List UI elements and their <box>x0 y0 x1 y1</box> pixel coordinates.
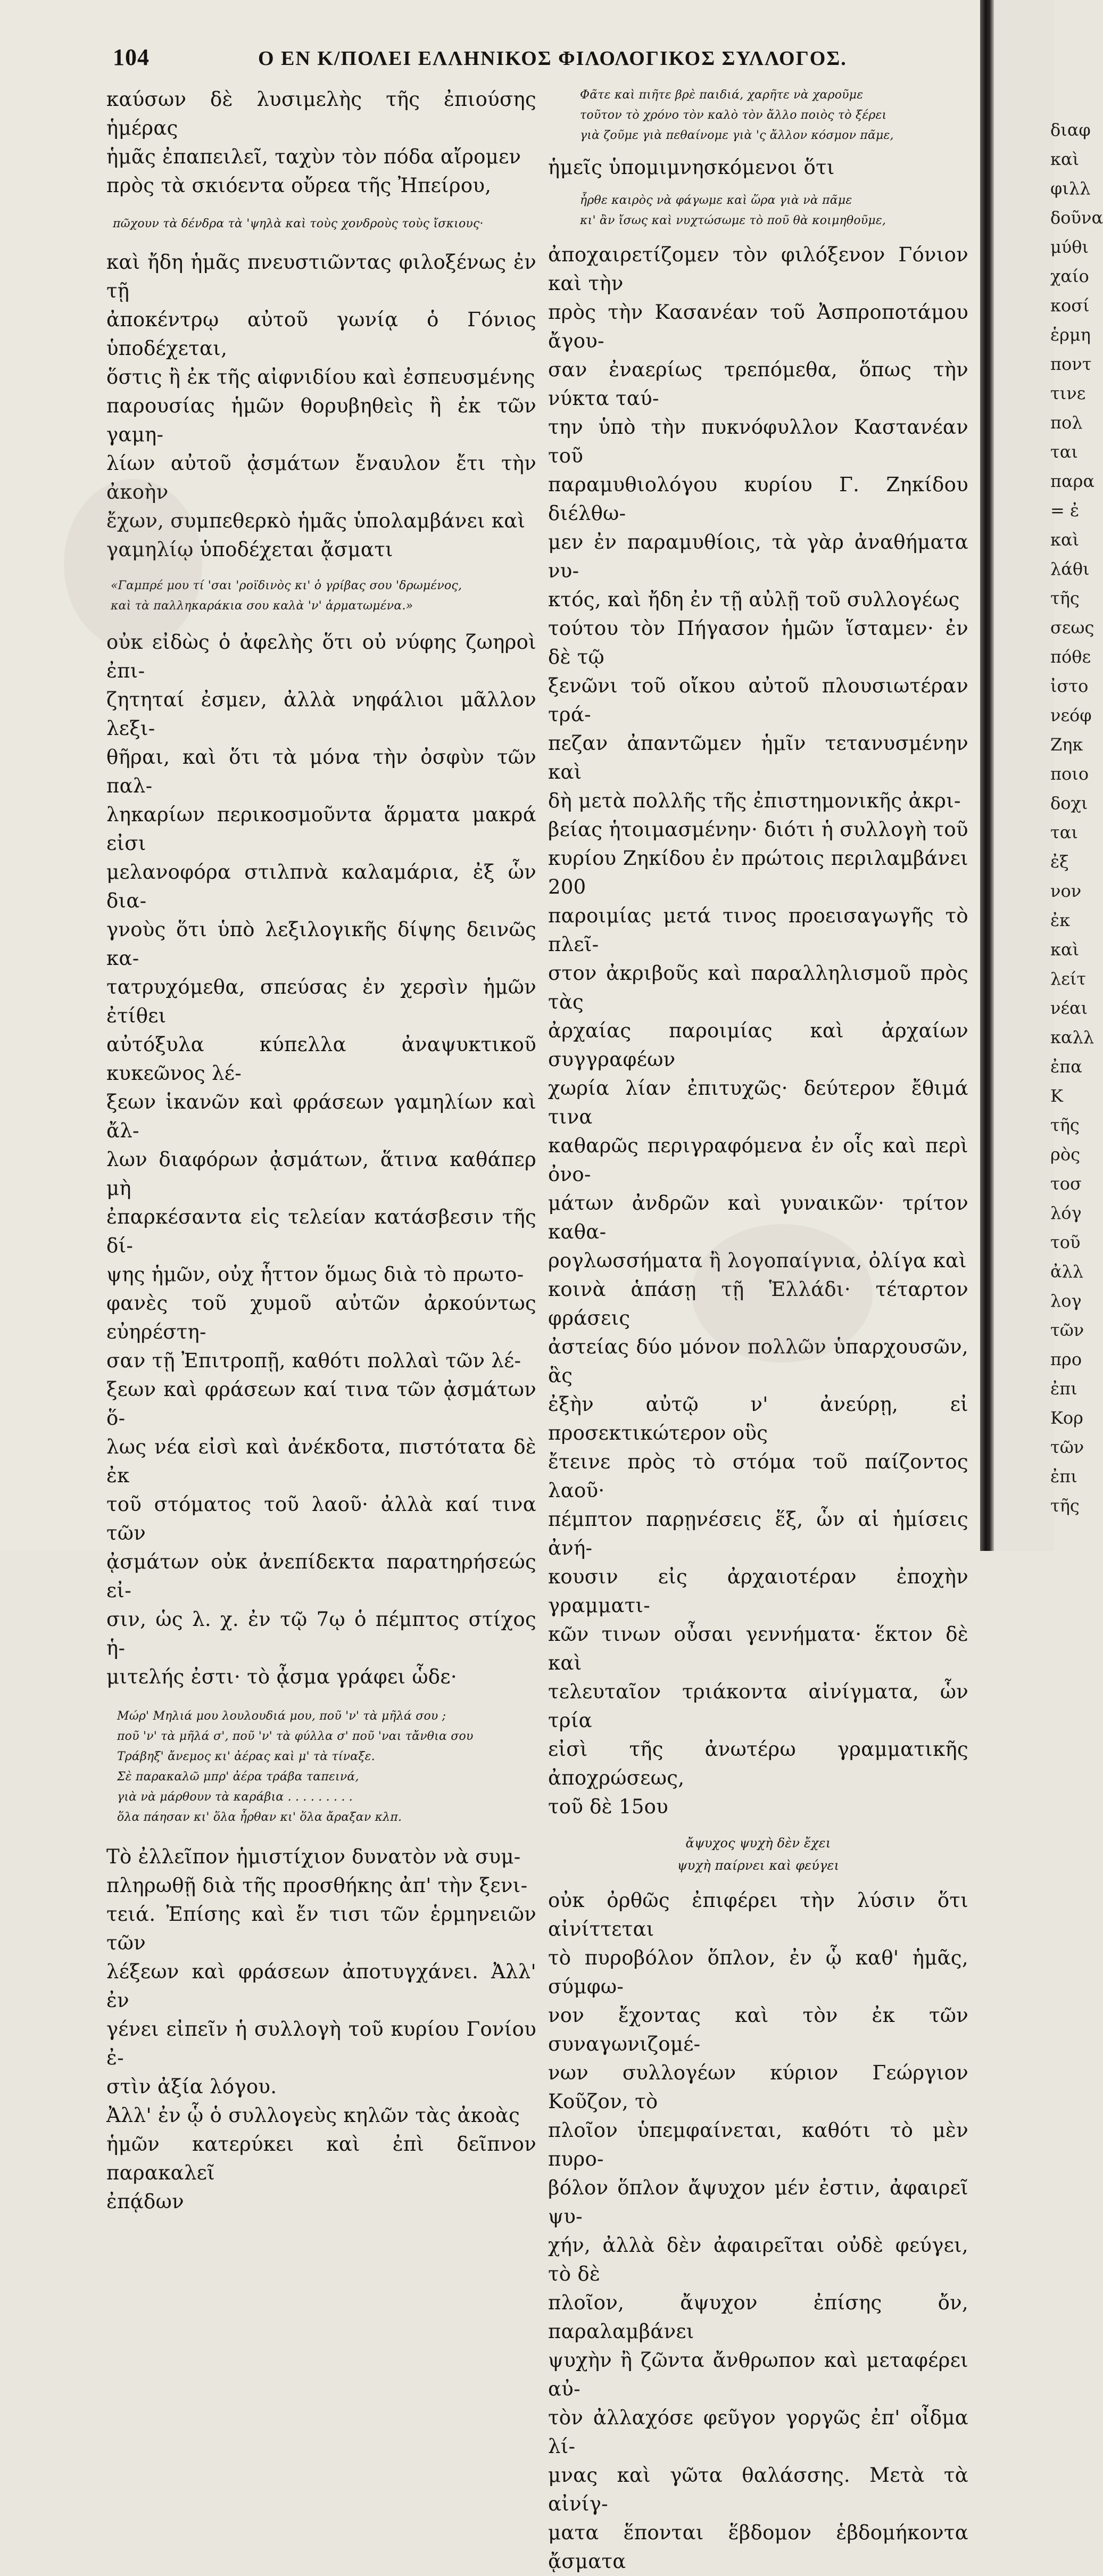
verse-quote: πῶχουν τὰ δένδρα τὰ 'ψηλὰ καὶ τοὺς χονδροὺς τοὺς ἴσκιους· <box>113 217 484 230</box>
next-page-fragment: τῶν <box>1050 1320 1084 1340</box>
body-paragraph: ἡμεῖς ὑπομιμνησκόμενοι ὅτι <box>548 156 835 179</box>
body-paragraph: ἀποχαιρετίζομεν τὸν φιλόξενον Γόνιον καὶ τὴν πρὸς τὴν Κασανέαν τοῦ Ἀσπροποτάμου ἄγου- σαν ἐναερίως τρεπόμεθα, ὅπως τὴν νύκτα ταύ- την ὑπὸ τὴν πυκνόφυλλον Καστανέαν τοῦ παραμυθιολόγου κυρίου Γ. Ζηκίδου διέλθω- μεν ἐν παραμυθίοις, τὰ γὰρ ἀναθήματα νυ- κτός, καὶ ἤδη ἐν τῇ αὐλῇ τοῦ συλλογέως τούτου τὸν Πήγασον ἡμῶν ἵσταμεν· ἐν δὲ τῷ ξενῶνι τοῦ οἴκου αὐτοῦ πλουσιωτέραν τρά- πεζαν ἀπαντῶμεν ἡμῖν τετανυσμένην καὶ δὴ μετὰ πολλῆς τῆς ἐπιστημονικῆς ἀκρι- βείας ἡτοιμασμένην· διότι ἡ συλλογὴ τοῦ κυρίου Ζηκίδου ἐν πρώτοις περιλαμβάνει 200 παροιμίας μετά τινος προεισαγωγῆς τὸ πλεῖ- στον ἀκριβοῦς καὶ παραλληλισμοῦ πρὸς τὰς ἀρχαίας παροιμίας καὶ ἀρχαίων συγγραφέων χωρία λίαν ἐπιτυχῶς· δεύτερον ἔθιμά τινα καθαρῶς περιγραφόμενα ἐν οἷς καὶ περὶ ὀνο- μάτων ἀνδρῶν καὶ γυναικῶν· τρίτον καθα- ρογλωσσήματα ἢ λογοπαίγνια, ὀλίγα καὶ κοινὰ ἁπάσῃ τῇ Ἑλλάδι· τέταρτον φράσεις ἀστείας δύο μόνον πολλῶν ὑπαρχουσῶν, ἃς ἐξὴν αὐτῷ ν' ἀνεύρῃ, εἰ προσεκτικώτερον οὓς ἔτεινε πρὸς τὸ στόμα τοῦ παίζοντος λαοῦ· πέμπτον παρῃνέσεις ἕξ, ὧν αἱ ἡμίσεις ἀνή- κουσιν εἰς ἀρχαιοτέραν ἐποχὴν γραμματι- κῶν τινων οὖσαι γεννήματα· ἕκτον δὲ καὶ τελευταῖον τριάκοντα αἰνίγματα, ὧν τρία εἰσὶ τῆς ἀνωτέρω γραμματικῆς ἀποχρώσεως, τοῦ δὲ 15ου <box>548 243 968 1818</box>
next-page-fragment: ρὸς <box>1050 1144 1080 1165</box>
next-page-fragment: τινε <box>1050 383 1086 403</box>
next-page-fragment: = ἐ <box>1050 500 1080 521</box>
next-page-fragment: ἐπι <box>1050 1466 1077 1487</box>
next-page-fragment: πολ <box>1050 412 1083 433</box>
next-page-fragment: λογ <box>1050 1291 1082 1311</box>
next-page-fragment: λείτ <box>1050 969 1087 989</box>
next-page-fragment: ἰστο <box>1050 676 1089 696</box>
page-number: 104 <box>113 44 150 70</box>
next-page-fragment: δοχι <box>1050 793 1088 813</box>
verse-quote: Φᾶτε καὶ πιῆτε βρὲ παιδιά, χαρῆτε νὰ χαροῦμε τοῦτον τὸ χρόνο τὸν καλὸ τὸν ἄλλο ποιὸς τὸ ξέρει γιὰ ζοῦμε γιὰ πεθαίνομε γιὰ 'ς ἄλλον κόσμον πᾶμε, <box>580 88 894 142</box>
next-page-fragment: ἐπι <box>1050 1378 1077 1399</box>
next-page-fragment: τῆς <box>1050 1496 1080 1516</box>
next-page-fragment: Κ <box>1050 1086 1063 1106</box>
next-page-fragment: ται <box>1050 822 1078 843</box>
next-page-fragment: λόγ <box>1050 1203 1082 1223</box>
next-page-fragment: Κορ <box>1050 1408 1083 1428</box>
next-page-fragment: λάθι <box>1050 559 1090 579</box>
next-page-fragment: κοσί <box>1050 295 1090 316</box>
next-page-fragment: τοῦ <box>1050 1232 1081 1252</box>
verse-quote: ἦρθε καιρὸς νὰ φάγωμε καὶ ὥρα γιὰ νὰ πᾶμε κι' ἂν ἴσως καὶ νυχτώσωμε τὸ ποῦ θὰ κοιμηθοῦμε, <box>580 194 886 227</box>
next-page-fragment: ποιο <box>1050 764 1089 784</box>
next-page-fragment: ἀλλ <box>1050 1261 1084 1282</box>
next-page-fragment: ποντ <box>1050 354 1092 374</box>
body-paragraph: οὐκ εἰδὼς ὁ ἀφελὴς ὅτι οὐ νύφης ζωηροὶ ἐπι- ζητηταί ἐσμεν, ἀλλὰ νηφάλιοι μᾶλλον λεξι- θῆραι, καὶ ὅτι τὰ μόνα τὴν ὀσφὺν τῶν παλ- ληκαρίων περικοσμοῦντα ἅρματα μακρά εἰσι μελανοφόρα στιλπνὰ καλαμάρια, ἐξ ὧν δια- γνοὺς ὅτι ὑπὸ λεξιλογικῆς δίψης δεινῶς κα- τατρυχόμεθα, σπεύσας ἐν χερσὶν ἡμῶν ἐτίθει αὐτόξυλα κύπελλα ἀναψυκτικοῦ κυκεῶνος λέ- ξεων ἱκανῶν καὶ φράσεων γαμηλίων καὶ ἄλ- λων διαφόρων ᾀσμάτων, ἅτινα καθάπερ μὴ ἐπαρκέσαντα εἰς τελείαν κατάσβεσιν τῆς δί- ψης ἡμῶν, οὐχ ἧττον ὅμως διὰ τὸ πρωτο- φανὲς τοῦ χυμοῦ αὐτῶν ἀρκούντως εὐηρέστη- σαν τῇ Ἐπιτροπῇ, καθότι πολλαὶ τῶν λέ- ξεων καὶ φράσεων καί τινα τῶν ᾀσμάτων ὅ- λως νέα εἰσὶ καὶ ἀνέκδοτα, πιστότατα δὲ ἐκ τοῦ στόματος τοῦ λαοῦ· ἀλλὰ καί τινα τῶν ᾀσμάτων οὐκ ἀνεπίδεκτα παρατηρήσεώς εἰ- σιν, ὡς λ. χ. ἐν τῷ 7ῳ ὁ πέμπτος στίχος ἡ- μιτελής ἐστι· τὸ ᾆσμα γράφει ὧδε· <box>106 631 536 1688</box>
next-page-fragment: τῆς <box>1050 1115 1080 1135</box>
next-page-fragment: καὶ <box>1050 149 1080 169</box>
verse-quote: «Γαμπρέ μου τί 'σαι 'ροϊδινὸς κι' ὁ γρίβας σου 'δρωμένος, καὶ τὰ παλληκαράκια σου καλὰ 'ν' ἁρματωμένα.» <box>111 579 462 613</box>
next-page-fragment: ται <box>1050 442 1078 462</box>
next-page-fragment: ἐπα <box>1050 1056 1082 1077</box>
body-paragraph: οὐκ ὀρθῶς ἐπιφέρει τὴν λύσιν ὅτι αἰνίττεται τὸ πυροβόλον ὅπλον, ἐν ᾧ καθ' ἡμᾶς, σύμφω- νον ἔχοντας καὶ τὸν ἐκ τῶν συναγωνιζομέ- νων συλλογέων κύριον Γεώργιον Κοῦζον, τὸ πλοῖον ὑπεμφαίνεται, καθότι τὸ μὲν πυρο- βόλον ὅπλον ἄψυχον μέν ἐστιν, ἀφαιρεῖ ψυ- χήν, ἀλλὰ δὲν ἀφαιρεῖται οὐδὲ φεύγει, τὸ δὲ πλοῖον, ἄψυχον ἐπίσης ὄν, παραλαμβάνει ψυχὴν ἢ ζῶντα ἄνθρωπον καὶ μεταφέρει αὐ- τὸν ἀλλαχόσε φεῦγον γοργῶς ἐπ' οἶδμα λί- μνας καὶ γῶτα θαλάσσης. Μετὰ τὰ αἰνίγ- ματα ἕπονται ἕβδομον ἑβδομήκοντα ᾄσματα <box>548 1889 968 2573</box>
next-page-fragment: νέαι <box>1050 998 1088 1018</box>
next-page-fragment: παρα <box>1050 471 1095 491</box>
next-page-fragment: πόθε <box>1050 647 1091 667</box>
body-paragraph: καύσων δὲ λυσιμελὴς τῆς ἐπιούσης ἡμέρας ἡμᾶς ἐπαπειλεῖ, ταχὺν τὸν πόδα αἴρομεν πρὸς τὰ σκιόεντα οὔρεα τῆς Ἠπείρου, <box>106 88 536 197</box>
next-page-fragment: προ <box>1050 1349 1082 1369</box>
body-paragraph: καὶ ἤδη ἡμᾶς πνευστιῶντας φιλοξένως ἐν τῇ ἀποκέντρῳ αὐτοῦ γωνίᾳ ὁ Γόνιος ὑποδέχεται, ὅστις ἢ ἐκ τῆς αἰφνιδίου καὶ ἐσπευσμένης παρουσίας ἡμῶν θορυβηθεὶς ἢ ἐκ τῶν γαμη- λίων αὐτοῦ ᾀσμάτων ἔναυλον ἔτι τὴν ἀκοὴν ἔχων, συμπεθερκὸ ἡμᾶς ὑπολαμβάνει καὶ γαμηλίῳ ὑποδέχεται ᾄσματι <box>106 251 536 561</box>
verse-quote: Μώρ' Μηλιά μου λουλουδιά μου, ποῦ 'ν' τὰ μῆλά σου ; ποῦ 'ν' τὰ μῆλά σ', ποῦ 'ν' τὰ φύλλα σ' ποῦ 'ναι τἄνθια σου Τράβηξ' ἄνεμος κι' ἀέρας καὶ μ' τὰ τίναξε. Σὲ παρακαλῶ μπρ' ἀέρα τράβα ταπεινά, γιὰ νὰ μάρθουν τὰ καράβια . . . . . . . . . ὅλα πάησαν κι' ὅλα ἦρθαν κι' ὅλα ἄραξαν κλπ. <box>117 1710 474 1824</box>
next-page-fragment: τῶν <box>1050 1437 1084 1457</box>
next-page-fragment: δοῦνα <box>1050 208 1103 228</box>
next-page-fragment: μύθι <box>1050 237 1089 257</box>
page-header <box>106 44 847 76</box>
running-title: Ο ΕΝ Κ/ΠΟΛΕΙ ΕΛΛΗΝΙΚΟΣ ΦΙΛΟΛΟΓΙΚΟΣ ΣΥΛΛΟΓΟΣ. <box>258 47 847 70</box>
next-page-fragment: νον <box>1050 881 1082 901</box>
next-page-fragment: καὶ <box>1050 939 1080 960</box>
right-column <box>548 85 968 2576</box>
adjacent-page-edge <box>994 0 1054 1551</box>
next-page-fragment: διαφ <box>1050 120 1091 140</box>
next-page-fragment: ἐκ <box>1050 910 1071 930</box>
next-page-fragment: τῆς <box>1050 588 1080 608</box>
next-page-fragment: τοσ <box>1050 1174 1082 1194</box>
book-gutter <box>980 0 994 1551</box>
next-page-fragment: ἑρμη <box>1050 325 1091 345</box>
next-page-fragment: ἐξ <box>1050 852 1069 872</box>
next-page-fragment: φιλλ <box>1050 178 1091 199</box>
next-page-fragment: νεόφ <box>1050 705 1092 725</box>
riddle-verse: ἄψυχος ψυχὴ δὲν ἔχει ψυχὴ παίρνει καὶ φεύγει <box>677 1836 840 1873</box>
next-page-fragment: σεως <box>1050 617 1094 638</box>
body-paragraph: Τὸ ἐλλεῖπον ἡμιστίχιον δυνατὸν νὰ συμ- πληρωθῇ διὰ τῆς προσθήκης ἀπ' τὴν ξενι- τειά. Ἐπίσης καὶ ἔν τισι τῶν ἑρμηνειῶν τῶν λέξεων καὶ φράσεων ἀποτυγχάνει. Ἀλλ' ἐν γένει εἰπεῖν ἡ συλλογὴ τοῦ κυρίου Γονίου ἐ- στὶν ἀξία λόγου. Ἀλλ' ἐν ᾧ ὁ συλλογεὺς κηλῶν τὰς ἀκοὰς ἡμῶν κατερύκει καὶ ἐπὶ δεῖπνον παρακαλεῖ ἐπᾴδων <box>106 1845 536 2213</box>
left-column <box>106 85 536 2216</box>
next-page-fragment: Ζηκ <box>1050 734 1083 755</box>
next-page-fragment: χαίο <box>1050 266 1089 286</box>
next-page-fragment: καλλ <box>1050 1027 1094 1047</box>
next-page-fragment: καὶ <box>1050 530 1080 550</box>
